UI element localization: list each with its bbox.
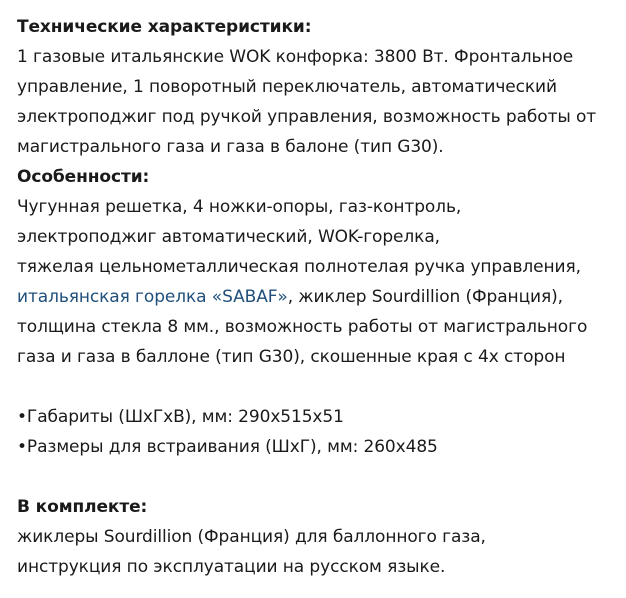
spacer: [17, 462, 622, 492]
features-line: Чугунная решетка, 4 ножки-опоры, газ-контроль,: [17, 197, 462, 217]
specs-line: электроподжиг под ручкой управления, возможность работы от: [17, 107, 597, 127]
specs-line: управление, 1 поворотный переключатель, автоматический: [17, 77, 557, 97]
features-line: тяжелая цельнометаллическая полнотелая ручка управления,: [17, 257, 581, 277]
package-line: инструкция по эксплуатации на русском языке.: [17, 557, 446, 577]
package-heading: В комплекте:: [17, 497, 148, 517]
features-line: электроподжиг автоматический, WOK-горелка,: [17, 227, 440, 247]
spacer: [17, 372, 622, 402]
features-line-rest: , жиклер Sourdillion (Франция),: [287, 287, 563, 307]
product-description: [17, 12, 622, 582]
specs-line: магистрального газа и газа в балоне (тип G30).: [17, 137, 444, 157]
features-line: газа и газа в баллоне (тип G30), скошенные края с 4х сторон: [17, 347, 566, 367]
features-line-with-link: [17, 282, 622, 312]
dimensions-overall: •Габариты (ШхГхВ), мм: 290х515х51: [17, 407, 344, 427]
specs-heading: Технические характеристики:: [17, 17, 312, 37]
package-line: жиклеры Sourdillion (Франция) для баллонного газа,: [17, 527, 486, 547]
sabaf-burner-link[interactable]: итальянская горелка «SABAF»: [17, 287, 288, 307]
features-heading: Особенности:: [17, 167, 150, 187]
specs-line: 1 газовые итальянские WOK конфорка: 3800 Вт. Фронтальное: [17, 47, 574, 67]
dimensions-built-in: •Размеры для встраивания (ШхГ), мм: 260х485: [17, 437, 438, 457]
features-line: толщина стекла 8 мм., возможность работы от магистрального: [17, 317, 588, 337]
